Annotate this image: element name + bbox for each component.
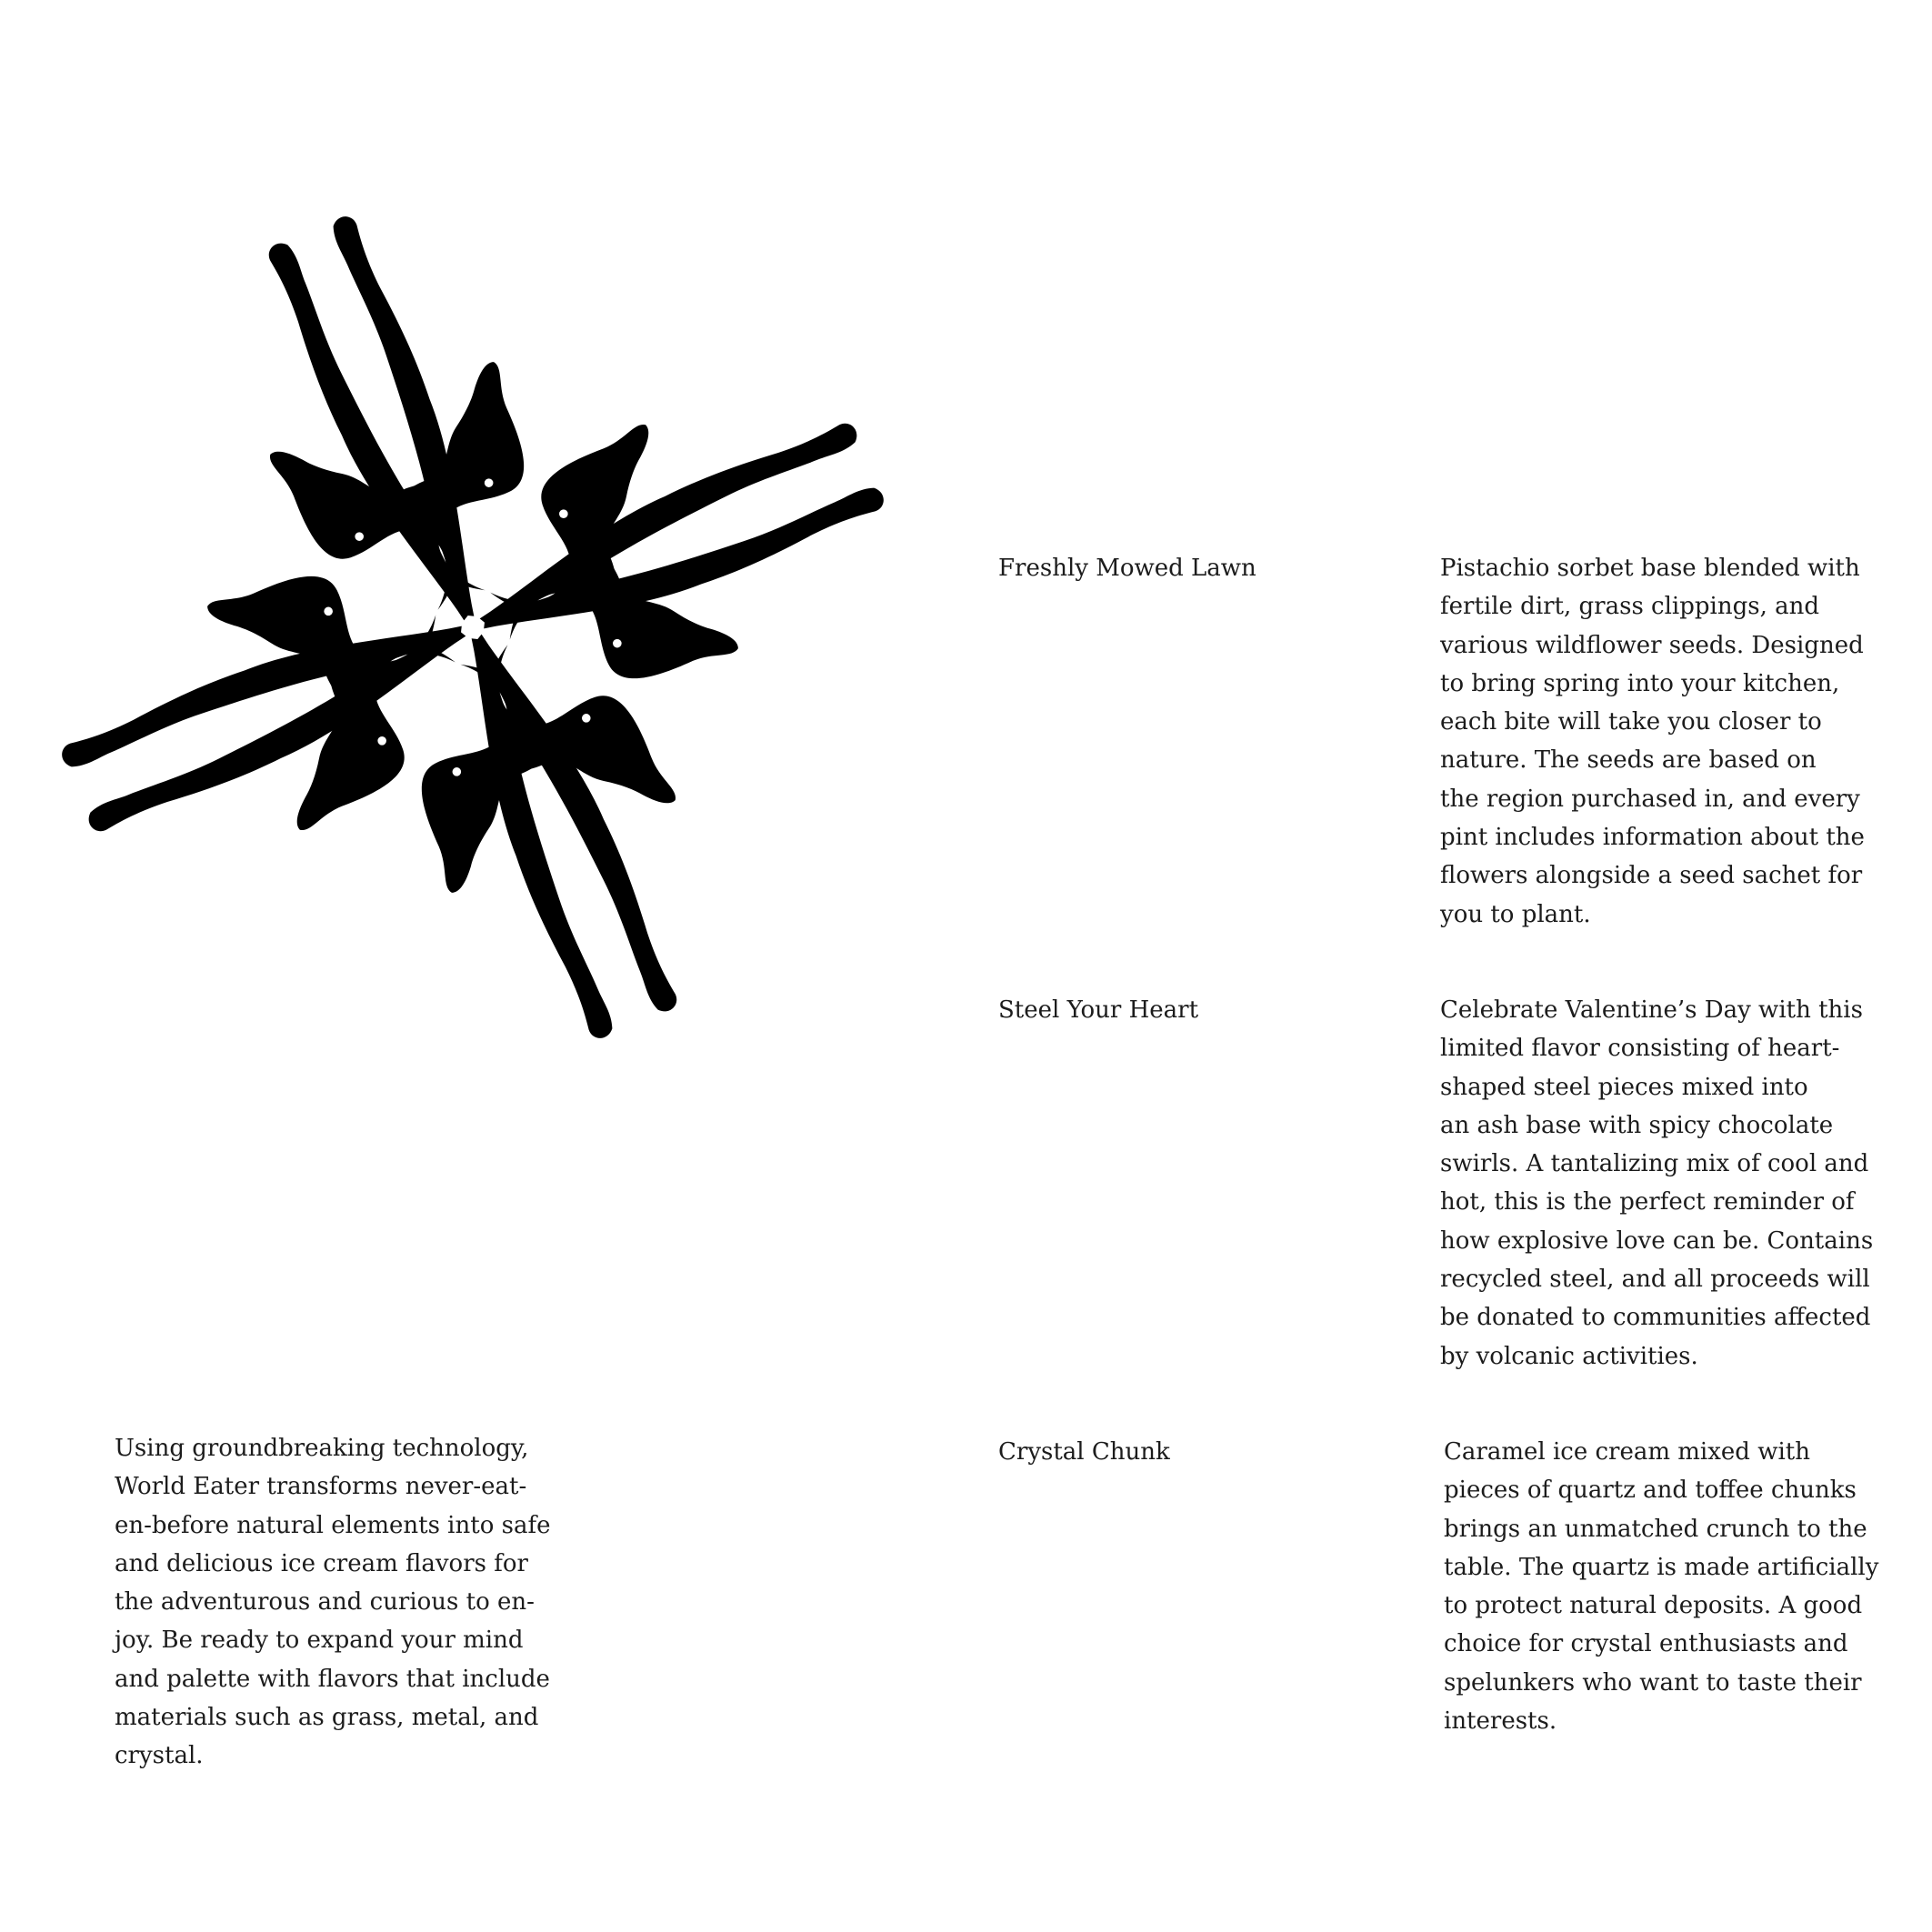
- description-line: recycled steel, and all proceeds will: [1440, 1266, 1870, 1294]
- description-line: limited flavor consisting of heart-: [1440, 1035, 1840, 1063]
- description-line: fertile dirt, grass clippings, and: [1440, 593, 1820, 621]
- flavor-description: [1444, 1433, 1879, 1740]
- description-line: to bring spring into your kitchen,: [1440, 669, 1840, 697]
- starburst-logo-icon: [36, 191, 909, 1064]
- description-line: spelunkers who want to taste their: [1444, 1668, 1862, 1697]
- description-line: Caramel ice cream mixed with: [1444, 1438, 1810, 1466]
- description-line: shaped steel pieces mixed into: [1440, 1073, 1808, 1101]
- flavor-name: Freshly Mowed Lawn: [998, 555, 1256, 582]
- description-line: Celebrate Valentine’s Day with this: [1440, 996, 1863, 1024]
- description-line: pieces of quartz and toffee chunks: [1444, 1477, 1857, 1505]
- description-line: to protect natural deposits. A good: [1444, 1592, 1863, 1620]
- intro-line: Using groundbreaking technology,: [115, 1435, 529, 1462]
- description-line: the region purchased in, and every: [1440, 785, 1860, 813]
- description-line: each bite will take you closer to: [1440, 708, 1822, 736]
- intro-line: and delicious ice cream flavors for: [115, 1549, 528, 1577]
- flavor-description: [1440, 991, 1874, 1376]
- flavor-name: Steel Your Heart: [998, 996, 1199, 1024]
- intro-line: en-before natural elements into safe: [115, 1511, 551, 1539]
- description-line: Pistachio sorbet base blended with: [1440, 555, 1860, 582]
- intro-line: and palette with flavors that include: [115, 1665, 550, 1693]
- description-line: interests.: [1444, 1707, 1557, 1736]
- description-line: choice for crystal enthusiasts and: [1444, 1630, 1848, 1658]
- description-line: be donated to communities affected: [1440, 1304, 1871, 1332]
- description-line: various wildflower seeds. Designed: [1440, 631, 1864, 659]
- description-line: pint includes information about the: [1440, 824, 1865, 852]
- description-line: by volcanic activities.: [1440, 1342, 1698, 1370]
- description-line: an ash base with spicy chocolate: [1440, 1111, 1834, 1139]
- intro-line: World Eater transforms never-eat-: [115, 1473, 527, 1501]
- intro-line: the adventurous and curious to en-: [115, 1588, 535, 1617]
- intro-line: joy. Be ready to expand your mind: [115, 1627, 524, 1655]
- flavor-name: Crystal Chunk: [998, 1438, 1170, 1466]
- flavor-description: [1440, 549, 1865, 934]
- description-line: swirls. A tantalizing mix of cool and: [1440, 1150, 1869, 1178]
- intro-paragraph: [115, 1429, 551, 1776]
- description-line: flowers alongside a seed sachet for: [1440, 862, 1863, 890]
- starburst-logo-svg: [36, 191, 909, 1064]
- description-line: table. The quartz is made artificially: [1444, 1553, 1879, 1581]
- intro-line: materials such as grass, metal, and: [115, 1704, 539, 1732]
- description-line: hot, this is the perfect reminder of: [1440, 1188, 1855, 1216]
- description-line: you to plant.: [1440, 900, 1591, 928]
- description-line: nature. The seeds are based on: [1440, 746, 1817, 775]
- description-line: how explosive love can be. Contains: [1440, 1226, 1874, 1255]
- intro-line: crystal.: [115, 1742, 204, 1770]
- description-line: brings an unmatched crunch to the: [1444, 1515, 1867, 1543]
